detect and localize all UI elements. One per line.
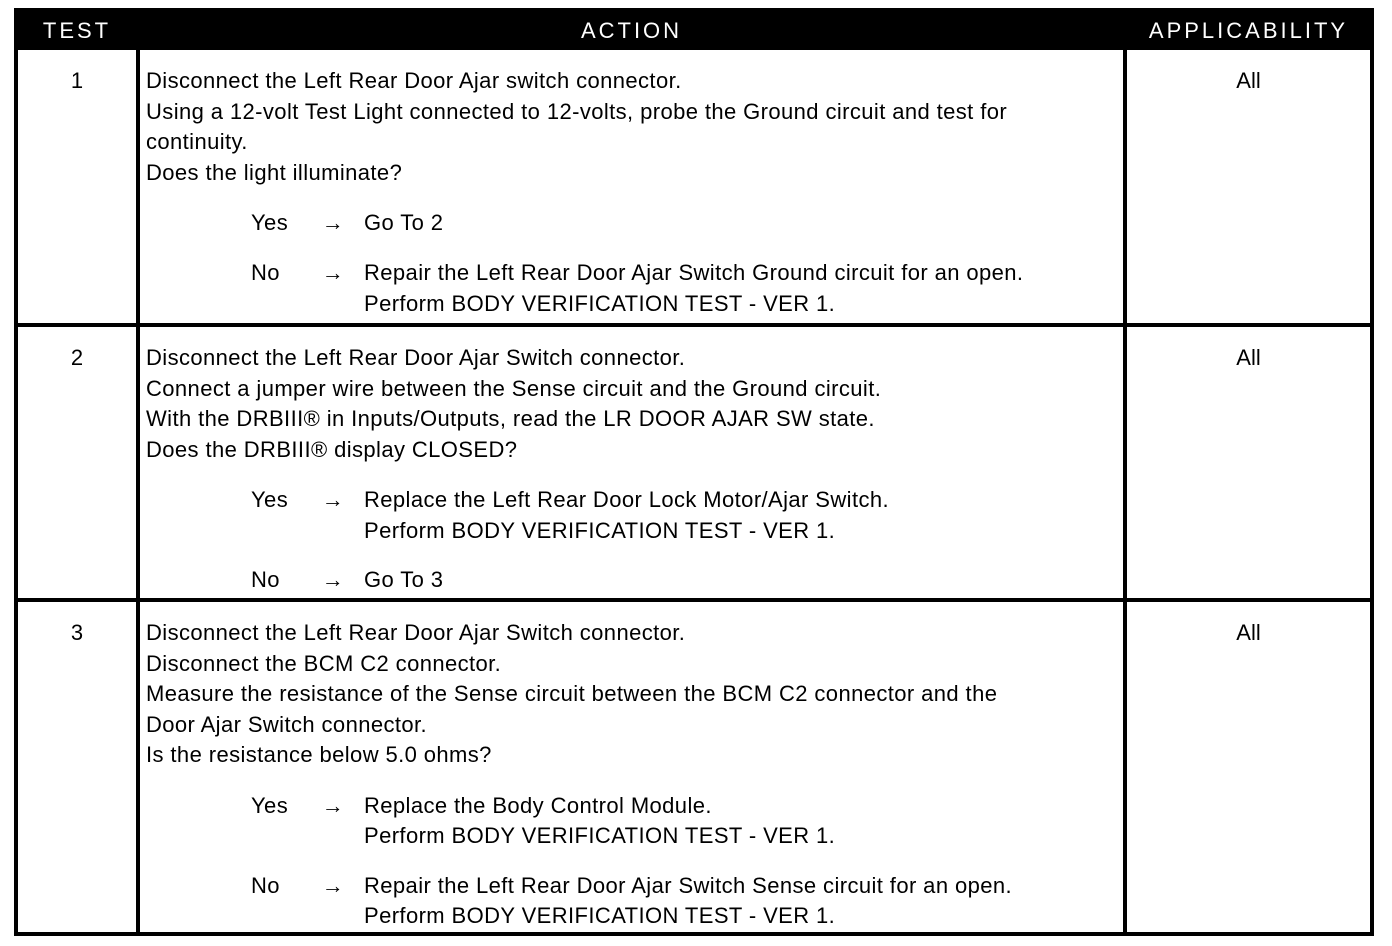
- result-no: [251, 565, 1122, 595]
- answer-label: No: [251, 872, 280, 898]
- result-line: Repair the Left Rear Door Ajar Switch Sense circuit for an open.: [364, 872, 1013, 898]
- arrow-icon: →: [321, 260, 345, 285]
- result-line: Perform BODY VERIFICATION TEST - VER 1.: [364, 823, 836, 848]
- result-text: [364, 258, 1023, 319]
- result-yes: [251, 791, 1122, 851]
- arrow-icon: →: [321, 487, 345, 512]
- action-cell: [146, 343, 1122, 595]
- action-line: Connect a jumper wire between the Sense circuit and the Ground circuit.: [146, 375, 882, 401]
- result-text: [364, 871, 1012, 932]
- action-line: Door Ajar Switch connector.: [146, 711, 428, 737]
- result-no: [251, 258, 1122, 318]
- result-no: [251, 871, 1122, 931]
- arrow-icon: →: [321, 210, 345, 235]
- action-line: continuity.: [146, 129, 248, 154]
- diagnostic-test-table: [14, 8, 1374, 936]
- answer-label: Yes: [251, 487, 289, 512]
- result-line: Go To 2: [364, 210, 444, 235]
- result-text: [364, 485, 889, 546]
- header-applicability: APPLICABILITY: [1148, 18, 1349, 43]
- table-row: [18, 50, 1370, 323]
- action-line: With the DRBIII® in Inputs/Outputs, read the LR DOOR AJAR SW state.: [146, 406, 875, 431]
- action-cell: [146, 618, 1122, 931]
- result-line: Go To 3: [364, 567, 444, 592]
- action-line: Disconnect the BCM C2 connector.: [146, 650, 502, 676]
- action-line: Using a 12-volt Test Light connected to 12-volts, probe the Ground circuit and test for: [146, 98, 1008, 124]
- header-action: ACTION: [580, 18, 683, 43]
- result-line: Perform BODY VERIFICATION TEST - VER 1.: [364, 290, 836, 316]
- arrow-icon: →: [321, 872, 345, 898]
- table-row: [18, 327, 1370, 598]
- applicability-cell: All: [1236, 345, 1261, 370]
- answer-label: Yes: [251, 210, 289, 235]
- answer-label: No: [251, 260, 280, 285]
- result-line: Replace the Body Control Module.: [364, 792, 712, 818]
- result-line: Perform BODY VERIFICATION TEST - VER 1.: [364, 903, 836, 928]
- result-line: Repair the Left Rear Door Ajar Switch Ground circuit for an open.: [364, 260, 1024, 285]
- result-yes: [251, 208, 1122, 238]
- test-number: 3: [70, 620, 84, 645]
- answer-label: Yes: [251, 792, 289, 818]
- action-line: Disconnect the Left Rear Door Ajar Switch connector.: [146, 620, 686, 645]
- arrow-icon: →: [321, 792, 345, 818]
- action-line: Disconnect the Left Rear Door Ajar switch connector.: [146, 68, 682, 93]
- test-number: 2: [70, 345, 84, 370]
- answer-label: No: [251, 567, 280, 592]
- test-number: 1: [70, 68, 84, 93]
- action-line: Disconnect the Left Rear Door Ajar Switch connector.: [146, 345, 686, 370]
- table-header: [18, 12, 1370, 50]
- result-line: Perform BODY VERIFICATION TEST - VER 1.: [364, 517, 836, 543]
- action-cell: [146, 66, 1122, 318]
- result-text: [364, 208, 443, 239]
- arrow-icon: →: [321, 567, 345, 592]
- result-yes: [251, 485, 1122, 545]
- applicability-cell: All: [1236, 68, 1261, 93]
- result-text: [364, 791, 835, 852]
- result-text: [364, 565, 443, 596]
- action-line: Is the resistance below 5.0 ohms?: [146, 742, 492, 767]
- action-line: Does the DRBIII® display CLOSED?: [146, 436, 518, 462]
- header-test: TEST: [42, 18, 112, 43]
- action-line: Does the light illuminate?: [146, 159, 403, 185]
- applicability-cell: All: [1236, 620, 1261, 645]
- result-line: Replace the Left Rear Door Lock Motor/Ajar Switch.: [364, 487, 890, 512]
- table-row: [18, 602, 1370, 932]
- action-line: Measure the resistance of the Sense circuit between the BCM C2 connector and the: [146, 681, 998, 706]
